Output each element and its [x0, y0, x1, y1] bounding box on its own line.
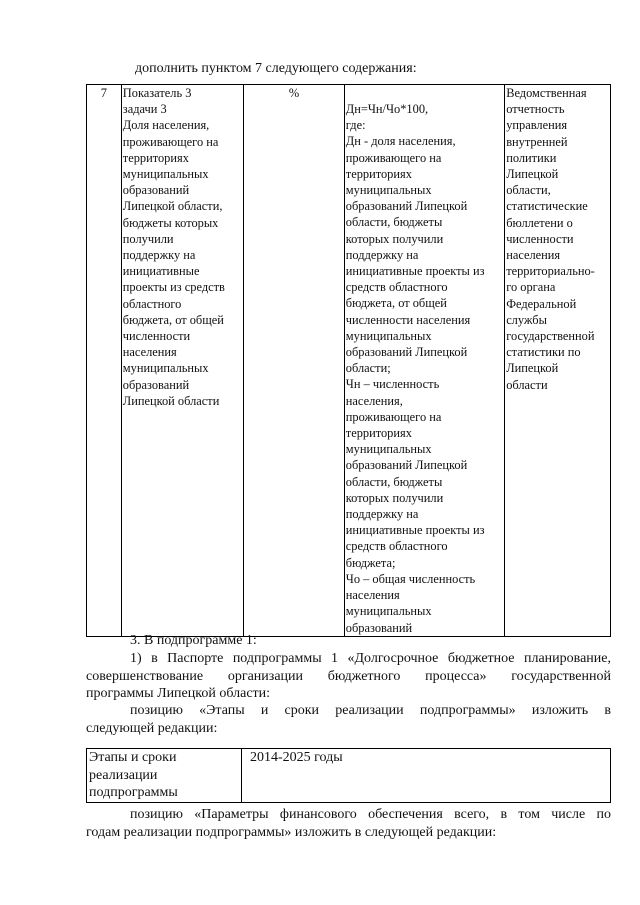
- table-row: [87, 85, 611, 637]
- cell-line: территориях: [345, 166, 412, 181]
- cell-line: муниципальных: [345, 328, 432, 343]
- cell-number: 7: [87, 85, 122, 637]
- cell-line: муниципальных: [122, 361, 209, 376]
- cell-source: [505, 85, 611, 637]
- cell-line: бюджета, от общей: [122, 312, 224, 327]
- subprogram-heading: 3. В подпрограмме 1:: [130, 633, 257, 648]
- cell-line: областного: [122, 296, 182, 311]
- cell-line: численности: [122, 329, 191, 344]
- cell-line: го органа: [506, 280, 556, 295]
- cell-line: поддержку на: [345, 507, 419, 522]
- cell-line: инициативные: [122, 264, 200, 279]
- cell-line: численности: [506, 231, 574, 246]
- cell-line: инициативные проекты из: [345, 264, 485, 279]
- intro-text: дополнить пунктом 7 следующего содержания:: [135, 61, 417, 76]
- cell-line: задачи 3: [122, 102, 167, 117]
- cell-line: Показатель 3: [122, 86, 192, 100]
- stages-label-line: реализации: [89, 767, 158, 783]
- cell-line: Дн - доля населения,: [345, 134, 456, 149]
- financing-line-1: позицию «Параметры финансового обеспечения всего, в том числе по: [130, 807, 611, 822]
- cell-line: где:: [345, 118, 366, 133]
- cell-line: численности населения: [345, 312, 471, 327]
- cell-line: Липецкой: [506, 361, 559, 376]
- cell-line: бюджета;: [345, 555, 396, 570]
- cell-line: бюллетени о: [506, 215, 573, 230]
- cell-line: поддержку на: [122, 248, 196, 263]
- cell-line: муниципальных: [345, 442, 432, 457]
- stages-label-line: Этапы и сроки: [89, 750, 177, 765]
- cell-line: инициативные проекты из: [345, 523, 485, 538]
- cell-formula: [344, 85, 504, 637]
- paragraph-stages: [86, 702, 611, 737]
- cell-line: статистики по: [506, 345, 581, 360]
- paragraph-passport: [86, 650, 611, 703]
- financing-line-2: годам реализации подпрограммы» изложить в следующей редакции:: [86, 824, 497, 840]
- paragraph-subprogram: [86, 632, 611, 650]
- cell-line: населения: [506, 248, 561, 263]
- cell-line: бюджета, от общей: [345, 296, 447, 311]
- cell-line: образований Липецкой: [345, 345, 468, 360]
- cell-line: населения,: [345, 393, 403, 408]
- cell-line: территориях: [345, 426, 412, 441]
- cell-line: которых получили: [345, 231, 444, 246]
- cell-unit: %: [244, 85, 345, 637]
- cell-line: внутренней: [506, 134, 568, 149]
- cell-line: территориально-: [506, 264, 595, 279]
- cell-line: области, бюджеты: [345, 215, 443, 230]
- passport-line-3: программы Липецкой области:: [86, 686, 271, 701]
- cell-line: отчетность: [506, 102, 565, 117]
- cell-line: государственной: [506, 329, 595, 344]
- cell-line: Чо – общая численность: [345, 571, 476, 586]
- cell-line: Дн=Чн/Чо*100,: [345, 102, 429, 116]
- cell-line: территориях: [122, 150, 189, 165]
- cell-line: политики: [506, 150, 557, 165]
- stages-line-1: позицию «Этапы и сроки реализации подпрограммы» изложить в: [130, 703, 611, 718]
- cell-line: муниципальных: [122, 167, 209, 182]
- cell-indicator-name: [121, 85, 244, 637]
- cell-line: населения: [122, 345, 177, 360]
- cell-line: Липецкой: [506, 167, 559, 182]
- cell-line: Федеральной: [506, 296, 577, 311]
- cell-line: муниципальных: [345, 604, 432, 619]
- paragraph-financing: [86, 806, 611, 841]
- cell-line: образований Липецкой: [345, 458, 468, 473]
- cell-line: службы: [506, 312, 547, 327]
- cell-line: населения: [345, 588, 400, 603]
- cell-line: средств областного: [345, 539, 448, 554]
- cell-line: управления: [506, 118, 568, 133]
- cell-line: поддержку на: [345, 247, 419, 262]
- stages-line-2: следующей редакции:: [86, 720, 218, 736]
- cell-line: образований: [345, 620, 413, 635]
- cell-line: области,: [506, 183, 551, 198]
- stages-label: [87, 749, 242, 803]
- cell-line: образований Липецкой: [345, 199, 468, 214]
- cell-line: области: [506, 377, 548, 392]
- cell-line: Чн – численность: [345, 377, 440, 392]
- cell-line: проекты из средств: [122, 280, 225, 295]
- cell-line: получили: [122, 231, 174, 246]
- cell-line: Ведомственная: [506, 86, 587, 100]
- cell-line: проживающего на: [122, 134, 219, 149]
- cell-line: средств областного: [345, 280, 448, 295]
- cell-line: Липецкой области,: [122, 199, 223, 214]
- cell-line: области, бюджеты: [345, 474, 443, 489]
- cell-line: образований: [122, 183, 190, 198]
- indicator-table: [86, 84, 611, 637]
- cell-line: Липецкой области: [122, 393, 220, 408]
- table-row: [87, 749, 611, 803]
- cell-line: бюджеты которых: [122, 215, 219, 230]
- cell-line: проживающего на: [345, 409, 442, 424]
- passport-line-2: совершенствование организации бюджетного процесса» государственной: [86, 668, 611, 684]
- cell-line: проживающего на: [345, 150, 442, 165]
- stages-label-line: подпрограммы: [89, 785, 178, 800]
- cell-line: Доля населения,: [122, 118, 210, 133]
- passport-line-1: 1) в Паспорте подпрограммы 1 «Долгосрочное бюджетное планирование,: [130, 651, 611, 666]
- cell-line: образований: [122, 377, 190, 392]
- cell-line: которых получили: [345, 490, 444, 505]
- stages-value: 2014-2025 годы: [242, 749, 611, 803]
- stages-table: [86, 748, 611, 803]
- cell-line: области;: [345, 361, 391, 376]
- cell-line: муниципальных: [345, 183, 432, 198]
- cell-line: статистические: [506, 199, 588, 214]
